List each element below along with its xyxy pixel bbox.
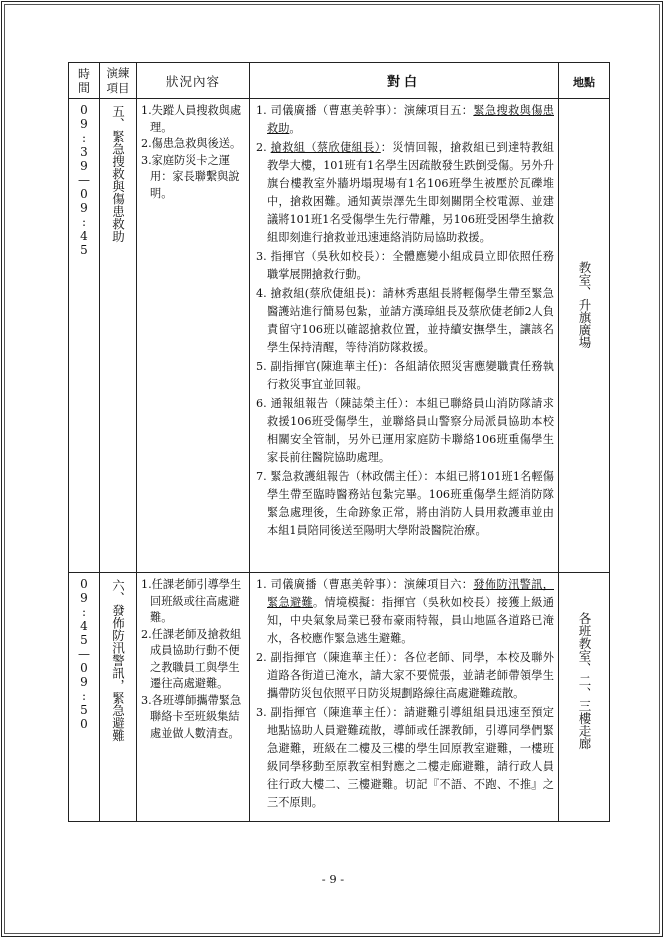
status-item: 2.任課老師及搶救組成員協助行動不便之教職員工與學生遷往高處避難。 xyxy=(141,627,242,690)
row2-status xyxy=(137,573,250,822)
row1-location: 教室、升旗廣場 xyxy=(559,99,610,573)
dialog-line: 3. 指揮官（吳秋如校長）：全體應變小組成員立即依照任務職掌展開搶救行動。 xyxy=(256,250,554,281)
dialog-line: 6. 通報組報告（陳誌榮主任）：本組已聯絡員山消防隊請求救援106班受傷學生，並聯絡員山警察分局派員協助本校相關安全管制，另外已運用家庭防卡聯絡106班重傷學生家長前往醫院協助處理。 xyxy=(256,397,554,464)
dialog-line: 3. 副指揮官（陳進華主任）：請避難引導組組員迅速至預定地點協助人員避難疏散，導師或任課教師，引導同學們緊急避難，班級在二樓及三樓的學生回原教室避難，一樓班級同學移動至原教室相對應之二樓走廊避難，請行政人員往行政大樓二、三樓避難。切記『不語、不跑、不推』之三不原則。 xyxy=(256,706,554,809)
header-item: 演練項目 xyxy=(100,63,137,99)
table-header-row xyxy=(69,63,610,99)
dialog-line: 5. 副指揮官(陳進華主任)：各組請依照災害應變職責任務執行救災事宜並回報。 xyxy=(256,360,554,391)
status-item: 1.失蹤人員搜救與處理。 xyxy=(141,104,242,134)
row1-dialog xyxy=(250,99,559,573)
row2-location: 各班教室、二、三樓走廊 xyxy=(559,573,610,822)
header-location: 地點 xyxy=(559,63,610,99)
status-item: 3.家庭防災卡之運用：家長聯繫與說明。 xyxy=(141,153,240,200)
dialog-line: 2. 搶救組（蔡欣倢組長）：災情回報，搶救組已到達特教組教學大樓，101班有1名學生因疏散發生跌倒受傷。另外升旗台樓教室外牆坍塌現場有1名106班學生被壓於瓦礫堆中，搶救困難。通知黃崇澤先生即刻關閉全校電源、並建議將101班1名受傷學生先行帶離，另106班受困學生搶救組即刻進行搶救並迅速連絡消防局協助救援。 xyxy=(256,141,554,244)
row1-status xyxy=(137,99,250,573)
header-dialog: 對白 xyxy=(250,63,559,99)
dialog-line: 2. 副指揮官（陳進華主任）：各位老師、同學，本校及聯外道路各街道已淹水，請大家不要慌張，並請老師帶領學生攜帶防災包依照平日防災規劃路線往高處避難疏散。 xyxy=(256,651,554,700)
row2-dialog xyxy=(250,573,559,822)
dialog-line: 7. 緊急救護組報告（林政儒主任）：本組已將101班1名輕傷學生帶至臨時醫務站包紮完畢。106班重傷學生經消防隊緊急處理後，生命跡象正常，將由消防人員用救護車並由本組1員陪同後送至陽明大學附設醫院治療。 xyxy=(256,470,554,537)
header-time: 時間 xyxy=(69,63,100,99)
status-item: 2.傷患急救與後送。 xyxy=(141,137,242,150)
table-row xyxy=(69,99,610,573)
row2-time: 09:45—09:50 xyxy=(69,573,100,822)
page-number: - 9 - xyxy=(321,872,345,886)
header-status: 狀況內容 xyxy=(137,63,250,99)
row1-item: 五、緊急搜救與傷患救助 xyxy=(100,99,137,573)
dialog-line: 1. 司儀廣播（曹惠美幹事）：演練項目五：緊急搜救與傷患救助。 xyxy=(256,104,554,135)
status-item: 3.各班導師攜帶緊急聯絡卡至班級集結處並做人數清查。 xyxy=(141,693,242,740)
row2-item: 六、發佈防汛警訊，緊急避難 xyxy=(100,573,137,822)
drill-schedule-table xyxy=(68,62,610,822)
table-row xyxy=(69,573,610,822)
row1-time: 09:39—09:45 xyxy=(69,99,100,573)
status-item: 1.任課老師引導學生回班級或往高處避難。 xyxy=(141,578,242,624)
dialog-line: 1. 司儀廣播（曹惠美幹事）：演練項目六：發佈防汛警訊，緊急避難。情境模擬：指揮官（吳秋如校長）接獲上級通知，中央氣象局業已發布豪雨特報，員山地區各道路已淹水，各校應作緊急逃生避難。 xyxy=(256,578,554,645)
dialog-line: 4. 搶救組(蔡欣倢組長)：請林秀惠組長將輕傷學生帶至緊急醫護站進行簡易包紮，並請方漢璋組長及蔡欣倢老師2人負責留守106班以確認搶救位置，並持續安撫學生，讓該名學生保持清醒，等待消防隊救援。 xyxy=(256,287,554,354)
